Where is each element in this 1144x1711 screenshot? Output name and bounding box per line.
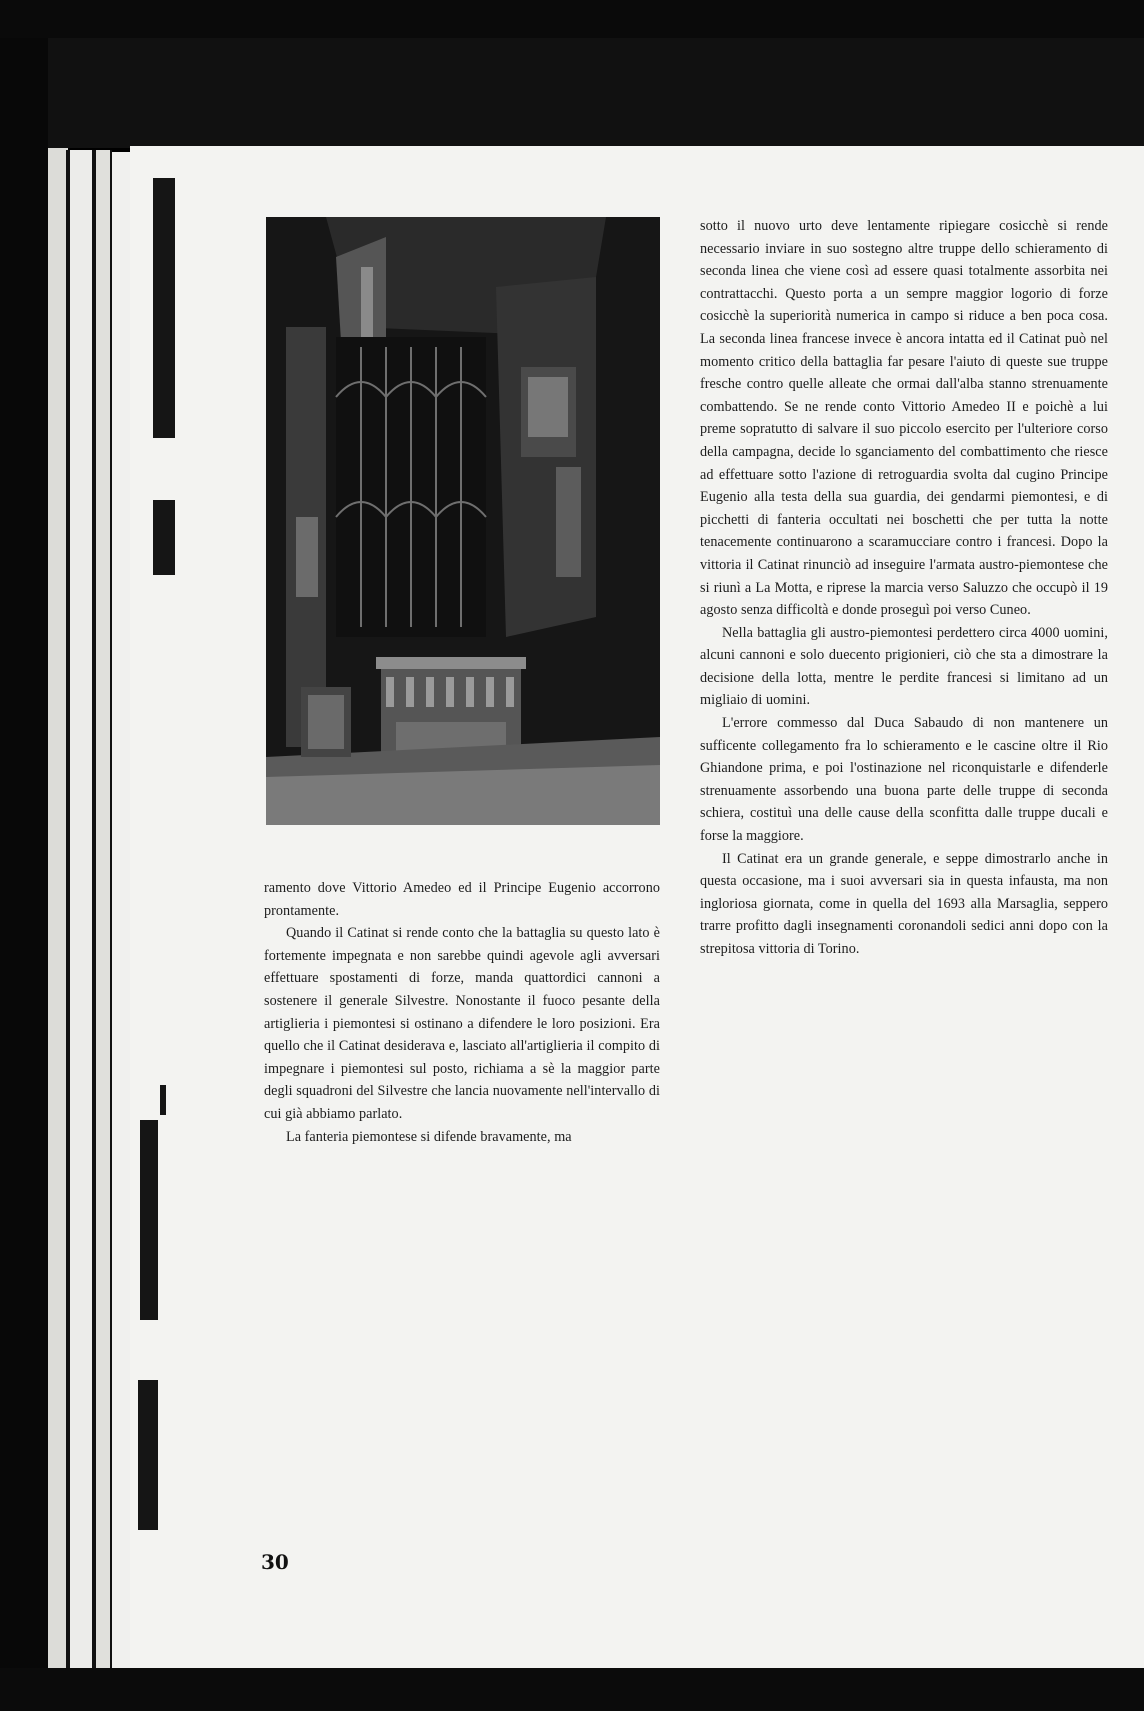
page-edge	[112, 152, 130, 1668]
page-gap	[110, 150, 112, 1668]
paragraph: sotto il nuovo urto deve lentamente ripiegare cosicchè si rende necessario inviare in suo sostegno altre truppe dello schieramento di seconda linea che viene così ad essere quasi totalmente assorbita nei contrattacchi. Questo porta a un sempre maggior logorio di forze cosicchè la superiorità numerica in campo si riduce a ben poca cosa. La seconda linea francese invece è ancora intatta ed il Catinat può nel momento critico della battaglia far pesare l'aiuto di queste sue truppe fresche contro quelle alleate che ormai dall'alba stanno strenuamente combattendo. Se ne rende conto Vittorio Amedeo II e poichè a lui preme sopratutto di salvare il suo piccolo esercito per l'ulteriore corso della campagna, decide lo sganciamento del combattimento che riesce ad effettuare sotto l'azione di retroguardia svolta dal cugino Principe Eugenio alla testa della sua guardia, dei gendarmi piemontesi, e di picchetti di fanteria occultati nei boschetti che per tutta la notte tenacemente continuarono a scaramucciare contro i francesi. Dopo la vittoria il Catinat rinunciò ad inseguire l'armata austro-piemontese che si riunì a La Motta, e riprese la marcia verso Saluzzo che occupò il 19 agosto senza difficoltà e donde proseguì poi verso Cuneo.	[700, 218, 1108, 619]
page-tab-marker	[140, 1120, 158, 1320]
paragraph: L'errore commesso dal Duca Sabaudo di non mantenere un sufficente collegamento fra lo schieramento e le cascine oltre il Rio Ghiandone prima, e poi l'ostinazione nel riconquistarle e difenderle strenuamente assorbendo una buona parte delle truppe di seconda schiera, costituì una delle cause della sconfitta dalle truppe ducali e forse la maggiore.	[700, 715, 1108, 845]
page-edge	[70, 150, 92, 1668]
page-gap	[92, 150, 96, 1668]
text-column-right	[700, 215, 1108, 961]
page-tab-marker	[160, 1085, 166, 1115]
scan-shadow-top	[48, 38, 1144, 148]
page-tab-marker	[153, 500, 175, 575]
page-edge	[48, 148, 68, 1668]
paragraph: La fanteria piemontese si difende bravamente, ma	[286, 1128, 572, 1145]
chapel-photo-drawing	[266, 217, 660, 825]
text-column-left	[264, 877, 660, 1148]
scan-border-top	[0, 0, 1144, 38]
scan-border-bottom	[0, 1668, 1144, 1711]
page-tab-marker	[153, 178, 175, 438]
page-number: 30	[261, 1550, 289, 1574]
chapel-photo	[266, 217, 660, 825]
page-tab-marker	[138, 1380, 158, 1530]
paragraph: Il Catinat era un grande generale, e seppe dimostrarlo anche in questa occasione, ma i suoi avversari sia in questa infausta, ma non ingloriosa giornata, come in quella del 1693 alla Marsaglia, seppero trarre profitto dagli insegnamenti coronandoli sedici anni dopo con la strepitosa vittoria di Torino.	[700, 850, 1108, 957]
page-gap	[66, 150, 70, 1668]
scan-border-left	[0, 0, 48, 1711]
paragraph: ramento dove Vittorio Amedeo ed il Principe Eugenio accorrono prontamente.	[264, 880, 660, 919]
paragraph: Nella battaglia gli austro-piemontesi perdettero circa 4000 uomini, alcuni cannoni e solo duecento prigionieri, ciò che sta a dimostrare la decisione della lotta, mentre le perdite francesi si limitano ad un migliaio di uomini.	[700, 624, 1108, 709]
paragraph: Quando il Catinat si rende conto che la battaglia su questo lato è fortemente impegnata e non sarebbe quindi agevole agli avversari effettuare spostamenti di forze, manda quattordici cannoni a sostenere il generale Silvestre. Nonostante il fuoco pesante della artiglieria i piemontesi si ostinano a difendere le loro posizioni. Era quello che il Catinat desiderava e, lasciato all'artiglieria il compito di impegnare i piemontesi sul posto, richiama a sè la maggior parte degli squadroni del Silvestre che lancia nuovamente nell'intervallo di cui già abbiamo parlato.	[264, 925, 660, 1122]
